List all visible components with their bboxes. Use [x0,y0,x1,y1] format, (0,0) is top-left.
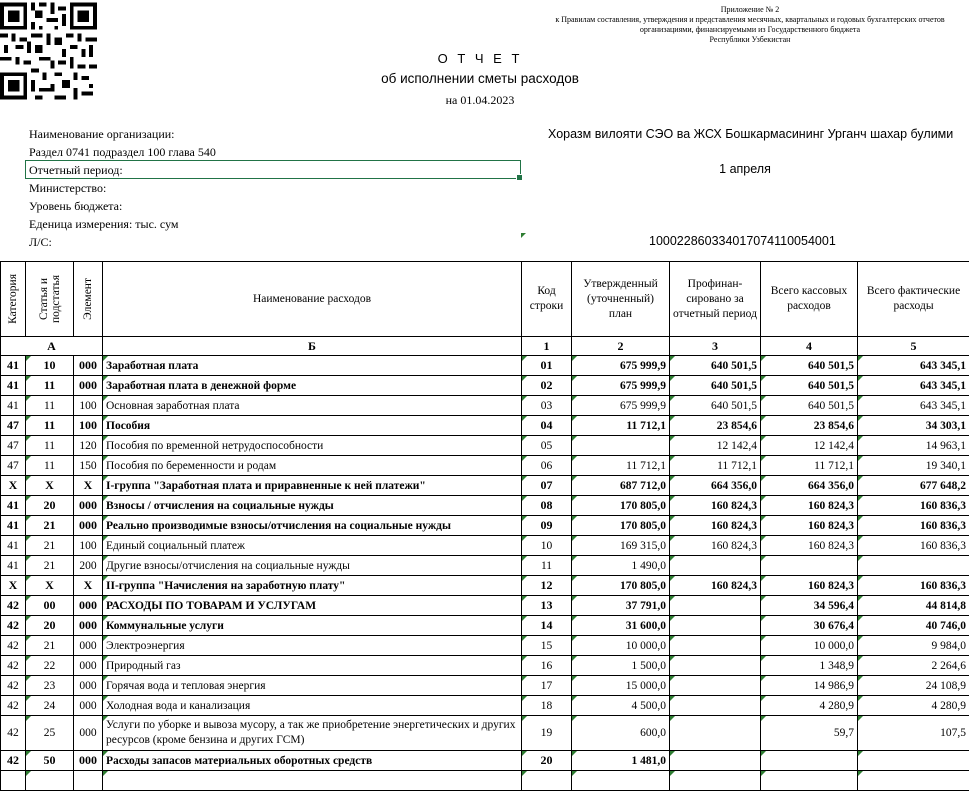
category-cell: X [1,576,26,596]
org-name-label: Наименование организации: [29,127,175,141]
cash-cell: 11 712,1 [761,456,858,476]
report-title-block [330,50,630,108]
code-cell [522,771,572,791]
element-cell: 120 [74,436,103,456]
category-cell: X [1,476,26,496]
code-cell: 19 [522,716,572,751]
code-cell: 05 [522,436,572,456]
element-cell: 000 [74,676,103,696]
category-cell: 42 [1,596,26,616]
code-cell: 09 [522,516,572,536]
code-cell: 11 [522,556,572,576]
article-cell: 11 [26,436,74,456]
actual-cell [858,556,969,576]
code-cell: 07 [522,476,572,496]
cash-cell: 59,7 [761,716,858,751]
cash-cell: 640 501,5 [761,356,858,376]
article-cell: 21 [26,636,74,656]
appendix-line: организациями, финансируемыми из Государственного бюджета [520,25,969,35]
element-cell: 100 [74,536,103,556]
table-row [1,516,969,536]
element-cell: 000 [74,716,103,751]
financed-cell: 11 712,1 [670,456,761,476]
actual-cell: 107,5 [858,716,969,751]
article-cell: 21 [26,516,74,536]
financed-cell [670,696,761,716]
code-cell: 04 [522,416,572,436]
cash-cell: 34 596,4 [761,596,858,616]
table-row [1,496,969,516]
name-cell: Пособия по беременности и родам [103,456,522,476]
cash-cell: 664 356,0 [761,476,858,496]
name-cell: Природный газ [103,656,522,676]
letter-1: 1 [522,337,572,356]
category-cell: 41 [1,356,26,376]
org-name-value: Хоразм вилояти СЭО ва ЖСХ Бошкармасининг Урганч шахар булими [548,127,953,141]
table-row [1,416,969,436]
budget-level-label: Уровень бюджета: [29,199,122,213]
table-row [1,356,969,376]
financed-cell: 640 501,5 [670,376,761,396]
cash-cell: 640 501,5 [761,396,858,416]
category-cell: 47 [1,416,26,436]
cash-cell: 23 854,6 [761,416,858,436]
cash-cell: 4 280,9 [761,696,858,716]
ministry-label: Министерство: [29,181,106,195]
category-cell: 47 [1,436,26,456]
element-cell: 000 [74,696,103,716]
plan-cell: 11 712,1 [572,456,670,476]
letter-4: 4 [761,337,858,356]
actual-cell: 19 340,1 [858,456,969,476]
name-cell: Заработная плата [103,356,522,376]
article-cell: 23 [26,676,74,696]
financed-cell [670,771,761,791]
cash-cell: 12 142,4 [761,436,858,456]
financed-cell: 160 824,3 [670,536,761,556]
code-cell: 15 [522,636,572,656]
article-cell: 11 [26,456,74,476]
financed-cell [670,616,761,636]
letter-b: Б [103,337,522,356]
element-cell: 000 [74,356,103,376]
financed-cell: 160 824,3 [670,576,761,596]
header-article: Статья и подстатья [26,262,74,337]
actual-cell: 24 108,9 [858,676,969,696]
name-cell: Услуги по уборке и вывоза мусору, а так же приобретение энергетических и других ресурсов (кроме бензина и других ГСМ) [103,716,522,751]
article-cell: 00 [26,596,74,616]
code-cell: 06 [522,456,572,476]
code-cell: 10 [522,536,572,556]
plan-cell: 1 490,0 [572,556,670,576]
cash-cell: 1 348,9 [761,656,858,676]
table-row [1,576,969,596]
plan-cell: 169 315,0 [572,536,670,556]
element-cell: 000 [74,751,103,771]
qr-code [0,0,97,102]
category-cell: 42 [1,716,26,751]
name-cell: II-группа "Начисления на заработную плату" [103,576,522,596]
section-label: Раздел 0741 подраздел 100 глава 540 [29,145,216,159]
financed-cell [670,716,761,751]
category-cell [1,771,26,791]
name-cell [103,771,522,791]
name-cell: Горячая вода и тепловая энергия [103,676,522,696]
actual-cell: 643 345,1 [858,376,969,396]
name-cell: Взносы / отчисления на социальные нужды [103,496,522,516]
financed-cell: 160 824,3 [670,516,761,536]
element-cell: 100 [74,416,103,436]
element-cell: 100 [74,396,103,416]
period-value: 1 апреля [690,162,800,176]
article-cell [26,771,74,791]
table-row [1,536,969,556]
period-label: Отчетный период: [29,163,123,177]
name-cell: I-группа "Заработная плата и приравненные к ней платежи" [103,476,522,496]
cell-comment-marker [521,233,526,238]
article-cell: X [26,476,74,496]
actual-cell: 14 963,1 [858,436,969,456]
expense-table [0,261,969,791]
financed-cell: 160 824,3 [670,496,761,516]
plan-cell: 170 805,0 [572,516,670,536]
plan-cell: 1 481,0 [572,751,670,771]
actual-cell: 2 264,6 [858,656,969,676]
cash-cell: 160 824,3 [761,496,858,516]
appendix-note [520,5,969,45]
actual-cell: 643 345,1 [858,356,969,376]
name-cell: РАСХОДЫ ПО ТОВАРАМ И УСЛУГАМ [103,596,522,616]
cash-cell [761,751,858,771]
article-cell: 11 [26,396,74,416]
plan-cell: 675 999,9 [572,356,670,376]
table-row [1,751,969,771]
category-cell: 47 [1,456,26,476]
actual-cell: 643 345,1 [858,396,969,416]
category-cell: 42 [1,696,26,716]
cash-cell: 160 824,3 [761,576,858,596]
table-row [1,436,969,456]
cash-cell: 160 824,3 [761,516,858,536]
table-row [1,716,969,751]
code-cell: 13 [522,596,572,616]
plan-cell [572,436,670,456]
actual-cell [858,751,969,771]
table-row [1,616,969,636]
report-date: на 01.04.2023 [330,92,630,108]
article-cell: 24 [26,696,74,716]
article-cell: 50 [26,751,74,771]
category-cell: 42 [1,616,26,636]
element-cell: X [74,576,103,596]
appendix-line: к Правилам составления, утверждения и представления месячных, квартальных и годовых бухгалтерских отчетов [520,15,969,25]
category-cell: 41 [1,396,26,416]
plan-cell: 600,0 [572,716,670,751]
header-plan: Утвержденный (уточненный) план [572,262,670,337]
actual-cell: 4 280,9 [858,696,969,716]
plan-cell: 4 500,0 [572,696,670,716]
table-row [1,476,969,496]
fill-handle[interactable] [516,174,523,181]
header-name: Наименование расходов [103,262,522,337]
cash-cell: 30 676,4 [761,616,858,636]
code-cell: 17 [522,676,572,696]
element-cell: 000 [74,516,103,536]
article-cell: 11 [26,376,74,396]
article-cell: 20 [26,616,74,636]
category-cell: 42 [1,656,26,676]
cash-cell [761,771,858,791]
header-element: Элемент [74,262,103,337]
unit-label: Еденица измерения: тыс. сум [29,217,179,231]
element-cell: 200 [74,556,103,576]
table-row [1,396,969,416]
cash-cell: 10 000,0 [761,636,858,656]
table-header-row [1,262,969,337]
cash-cell: 640 501,5 [761,376,858,396]
code-cell: 03 [522,396,572,416]
code-cell: 14 [522,616,572,636]
letter-5: 5 [858,337,969,356]
name-cell: Пособия [103,416,522,436]
code-cell: 20 [522,751,572,771]
header-financed: Профинан-сировано за отчетный период [670,262,761,337]
article-cell: X [26,576,74,596]
element-cell: 000 [74,636,103,656]
plan-cell: 37 791,0 [572,596,670,616]
financed-cell [670,676,761,696]
plan-cell: 10 000,0 [572,636,670,656]
table-row [1,596,969,616]
plan-cell: 1 500,0 [572,656,670,676]
code-cell: 01 [522,356,572,376]
code-cell: 16 [522,656,572,676]
name-cell: Коммунальные услуги [103,616,522,636]
element-cell: 000 [74,496,103,516]
name-cell: Холодная вода и канализация [103,696,522,716]
category-cell: 41 [1,556,26,576]
article-cell: 10 [26,356,74,376]
category-cell: 41 [1,376,26,396]
category-cell: 41 [1,496,26,516]
name-cell: Реально производимые взносы/отчисления на социальные нужды [103,516,522,536]
table-row [1,771,969,791]
code-cell: 02 [522,376,572,396]
letter-a: А [1,337,103,356]
financed-cell: 640 501,5 [670,356,761,376]
category-cell: 41 [1,516,26,536]
table-row [1,676,969,696]
letter-2: 2 [572,337,670,356]
actual-cell: 44 814,8 [858,596,969,616]
cash-cell [761,556,858,576]
article-cell: 21 [26,556,74,576]
plan-cell: 15 000,0 [572,676,670,696]
financed-cell [670,656,761,676]
ls-label: Л/С: [29,235,52,249]
plan-cell: 170 805,0 [572,496,670,516]
actual-cell: 160 836,3 [858,536,969,556]
name-cell: Другие взносы/отчисления на социальные нужды [103,556,522,576]
plan-cell: 675 999,9 [572,396,670,416]
financed-cell [670,751,761,771]
financed-cell [670,596,761,616]
header-cash: Всего кассовых расходов [761,262,858,337]
financed-cell: 23 854,6 [670,416,761,436]
element-cell: 000 [74,376,103,396]
name-cell: Расходы запасов материальных оборотных средств [103,751,522,771]
category-cell: 42 [1,751,26,771]
header-category: Категория [1,262,26,337]
table-row [1,696,969,716]
element-cell: 000 [74,616,103,636]
category-cell: 41 [1,536,26,556]
letter-3: 3 [670,337,761,356]
table-row [1,656,969,676]
report-subtitle: об исполнении сметы расходов [330,69,630,89]
element-cell: X [74,476,103,496]
table-row [1,556,969,576]
plan-cell: 11 712,1 [572,416,670,436]
cash-cell: 14 986,9 [761,676,858,696]
name-cell: Электроэнергия [103,636,522,656]
actual-cell: 34 303,1 [858,416,969,436]
element-cell: 000 [74,596,103,616]
article-cell: 11 [26,416,74,436]
actual-cell [858,771,969,791]
code-cell: 18 [522,696,572,716]
name-cell: Заработная плата в денежной форме [103,376,522,396]
element-cell [74,771,103,791]
table-row [1,636,969,656]
appendix-line: Приложение № 2 [520,5,969,15]
table-row [1,456,969,476]
actual-cell: 677 648,2 [858,476,969,496]
element-cell: 150 [74,456,103,476]
plan-cell [572,771,670,791]
name-cell: Основная заработная плата [103,396,522,416]
appendix-line: Республики Узбекистан [520,35,969,45]
article-cell: 22 [26,656,74,676]
category-cell: 42 [1,676,26,696]
actual-cell: 160 836,3 [858,496,969,516]
cash-cell: 160 824,3 [761,536,858,556]
header-code: Код строки [522,262,572,337]
article-cell: 20 [26,496,74,516]
actual-cell: 160 836,3 [858,576,969,596]
report-title: О Т Ч Е Т [330,50,630,68]
financed-cell: 664 356,0 [670,476,761,496]
code-cell: 08 [522,496,572,516]
financed-cell [670,636,761,656]
actual-cell: 9 984,0 [858,636,969,656]
financed-cell: 640 501,5 [670,396,761,416]
article-cell: 21 [26,536,74,556]
financed-cell: 12 142,4 [670,436,761,456]
plan-cell: 31 600,0 [572,616,670,636]
code-cell: 12 [522,576,572,596]
financed-cell [670,556,761,576]
table-row [1,376,969,396]
actual-cell: 40 746,0 [858,616,969,636]
plan-cell: 170 805,0 [572,576,670,596]
header-actual: Всего фактические расходы [858,262,969,337]
article-cell: 25 [26,716,74,751]
plan-cell: 675 999,9 [572,376,670,396]
plan-cell: 687 712,0 [572,476,670,496]
actual-cell: 160 836,3 [858,516,969,536]
name-cell: Пособия по временной нетрудоспособности [103,436,522,456]
name-cell: Единый социальный платеж [103,536,522,556]
element-cell: 000 [74,656,103,676]
column-letter-row [1,337,969,356]
category-cell: 42 [1,636,26,656]
ls-value: 100022860334017074110054001 [649,234,836,248]
